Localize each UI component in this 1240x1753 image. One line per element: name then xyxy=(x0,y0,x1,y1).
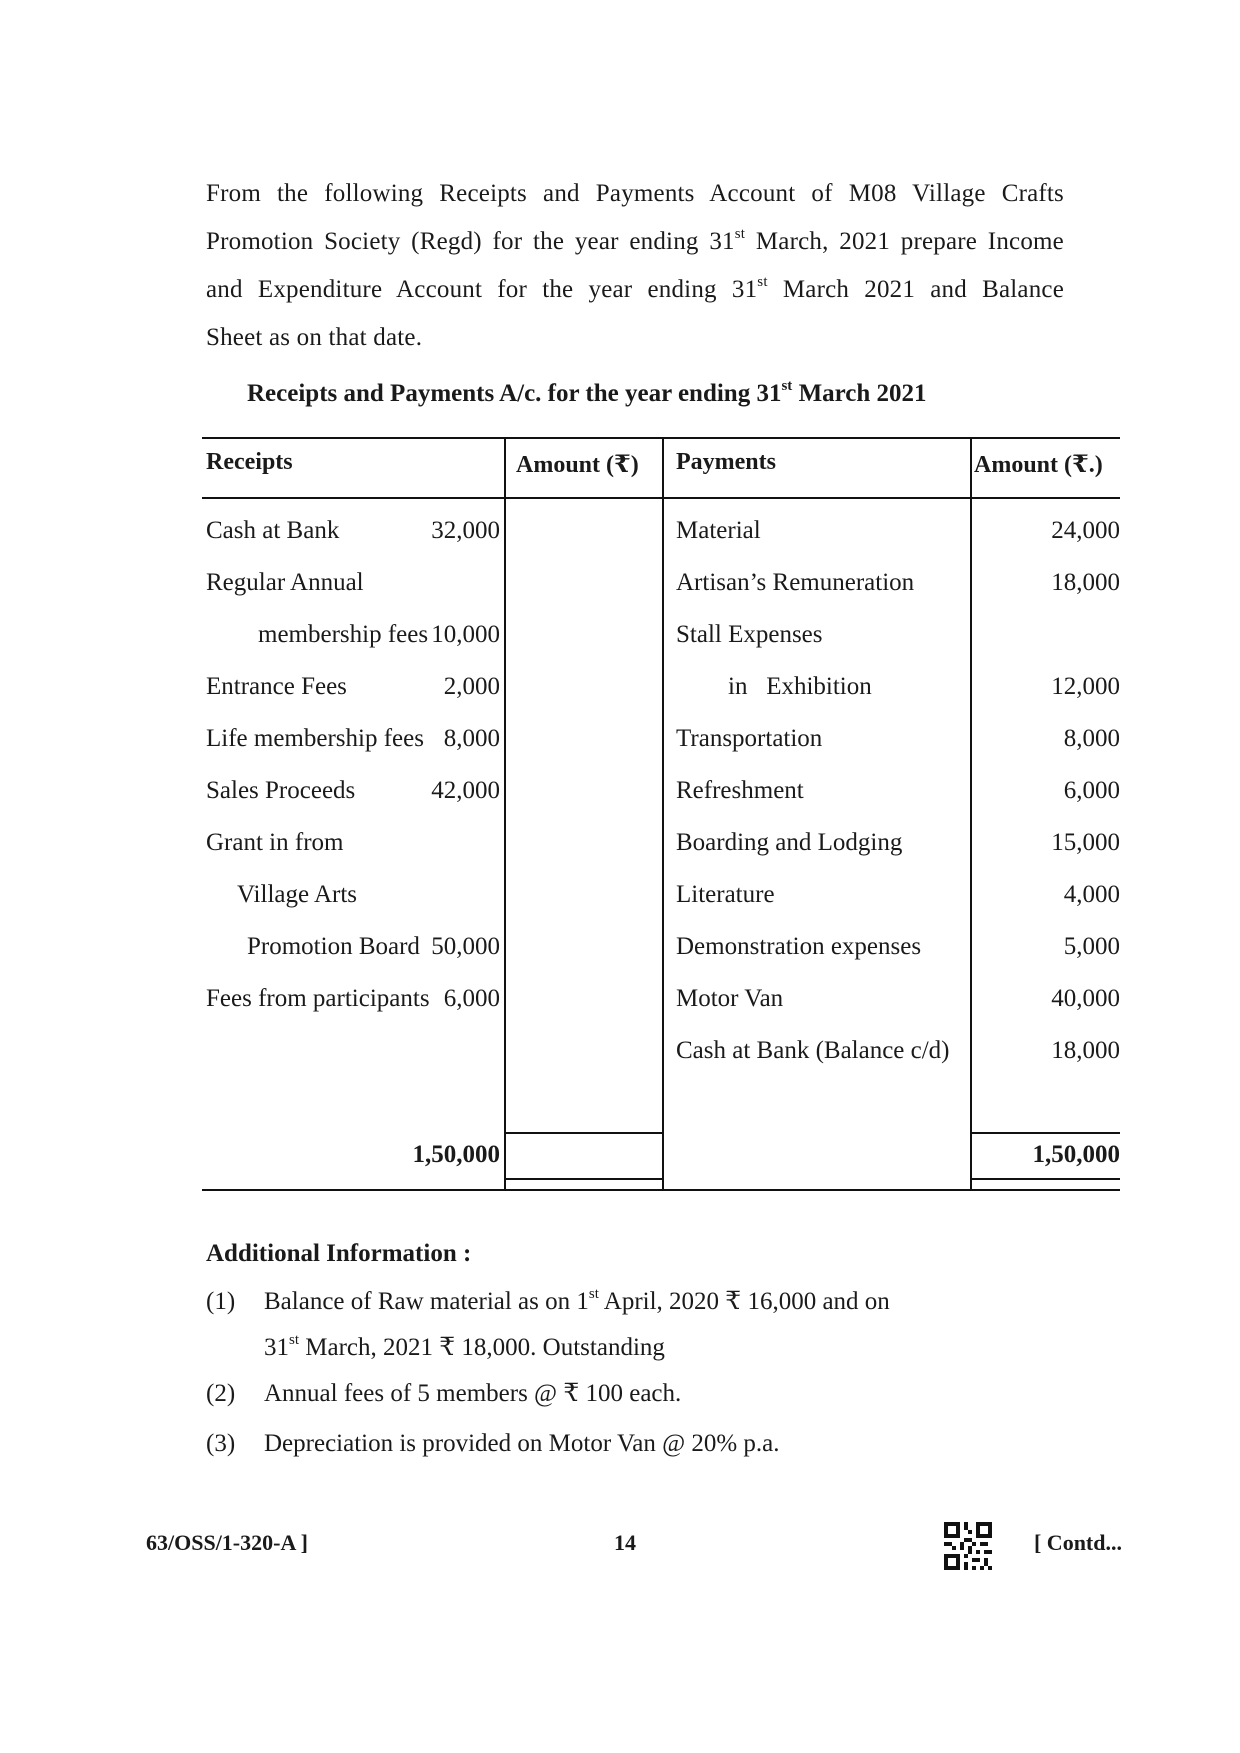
intro-line-3: and Expenditure Account for the year ending 31st March 2021 and Balance xyxy=(206,273,1065,303)
header-amount-receipts: Amount (₹) xyxy=(516,452,639,478)
table-divider-3 xyxy=(970,437,972,1191)
payment-amount: 12,000 xyxy=(1051,673,1120,700)
receipt-label: Regular Annual xyxy=(206,569,364,596)
receipt-amount: 10,000 xyxy=(431,621,500,648)
payment-label: Material xyxy=(676,517,761,544)
payment-label: Transportation xyxy=(676,725,823,752)
receipt-label: membership fees xyxy=(258,621,429,648)
table-divider-2 xyxy=(662,437,664,1191)
total-receipts: 1,50,000 xyxy=(412,1141,500,1168)
payment-label: in Exhibition xyxy=(728,673,872,700)
payment-amount: 6,000 xyxy=(1063,777,1120,804)
payment-amount: 4,000 xyxy=(1063,881,1120,908)
payment-amount: 18,000 xyxy=(1051,569,1120,596)
additional-item-3: (3) Depreciation is provided on Motor Van @ 20% p.a. xyxy=(206,1430,780,1457)
receipt-amount: 6,000 xyxy=(443,985,500,1012)
receipt-amount: 32,000 xyxy=(431,517,500,544)
receipt-label: Sales Proceeds xyxy=(206,777,356,804)
payment-label: Motor Van xyxy=(676,985,784,1012)
receipt-label: Village Arts xyxy=(237,881,358,908)
payment-label: Stall Expenses xyxy=(676,621,823,648)
receipt-label: Life membership fees xyxy=(206,725,424,752)
payment-label: Cash at Bank (Balance c/d) xyxy=(676,1037,950,1064)
total-payments: 1,50,000 xyxy=(1032,1141,1120,1168)
table-bottom-rule xyxy=(202,1189,1120,1191)
payment-label: Boarding and Lodging xyxy=(676,829,903,856)
table-header-rule xyxy=(202,497,1120,499)
total-payments-rule-bottom xyxy=(970,1178,1120,1180)
header-receipts: Receipts xyxy=(206,449,293,475)
total-receipts-rule-top xyxy=(504,1132,662,1134)
intro-line-4: Sheet as on that date. xyxy=(206,324,423,351)
additional-info-title: Additional Information : xyxy=(206,1240,472,1267)
payment-amount: 24,000 xyxy=(1051,517,1120,544)
payment-label: Demonstration expenses xyxy=(676,933,922,960)
payment-amount: 40,000 xyxy=(1051,985,1120,1012)
receipt-amount: 42,000 xyxy=(431,777,500,804)
receipt-amount: 2,000 xyxy=(443,673,500,700)
question-paragraph xyxy=(206,170,1064,362)
intro-line-1: From the following Receipts and Payments Account of M08 Village Crafts xyxy=(206,180,1064,207)
additional-item-1: (1) Balance of Raw material as on 1st April, 2020 ₹ 16,000 and on xyxy=(206,1285,890,1315)
payment-label: Refreshment xyxy=(676,777,804,804)
table-divider-1 xyxy=(504,437,506,1191)
receipt-label: Grant in from xyxy=(206,829,344,856)
payment-amount: 18,000 xyxy=(1051,1037,1120,1064)
intro-line-2: Promotion Society (Regd) for the year ending 31st March, 2021 prepare Income xyxy=(206,225,1064,255)
payment-amount: 15,000 xyxy=(1051,829,1120,856)
receipts-payments-table xyxy=(202,437,1120,1191)
table-title: Receipts and Payments A/c. for the year ending 31st March 2021 xyxy=(247,377,927,407)
receipt-label: Entrance Fees xyxy=(206,673,347,700)
additional-item-1-continued: 31st March, 2021 ₹ 18,000. Outstanding xyxy=(264,1331,665,1361)
table-top-rule xyxy=(202,437,1120,439)
contd-label: [ Contd... xyxy=(1033,1530,1122,1555)
payment-amount: 5,000 xyxy=(1063,933,1120,960)
page-number: 14 xyxy=(614,1530,636,1555)
total-payments-rule-top xyxy=(970,1132,1120,1134)
total-receipts-rule-bottom xyxy=(504,1178,662,1180)
header-payments: Payments xyxy=(676,449,776,475)
qr-code-icon xyxy=(944,1522,992,1570)
header-amount-payments: Amount (₹.) xyxy=(974,452,1103,478)
additional-item-2: (2) Annual fees of 5 members @ ₹ 100 each. xyxy=(206,1380,682,1407)
payment-label: Literature xyxy=(676,881,775,908)
receipt-label: Promotion Board xyxy=(247,933,420,960)
receipt-label: Fees from participants xyxy=(206,985,430,1012)
payment-amount: 8,000 xyxy=(1063,725,1120,752)
payment-label: Artisan’s Remuneration xyxy=(676,569,915,596)
receipt-amount: 50,000 xyxy=(431,933,500,960)
paper-code: 63/OSS/1-320-A ] xyxy=(146,1530,308,1555)
receipt-amount: 8,000 xyxy=(443,725,500,752)
receipt-label: Cash at Bank xyxy=(206,517,340,544)
